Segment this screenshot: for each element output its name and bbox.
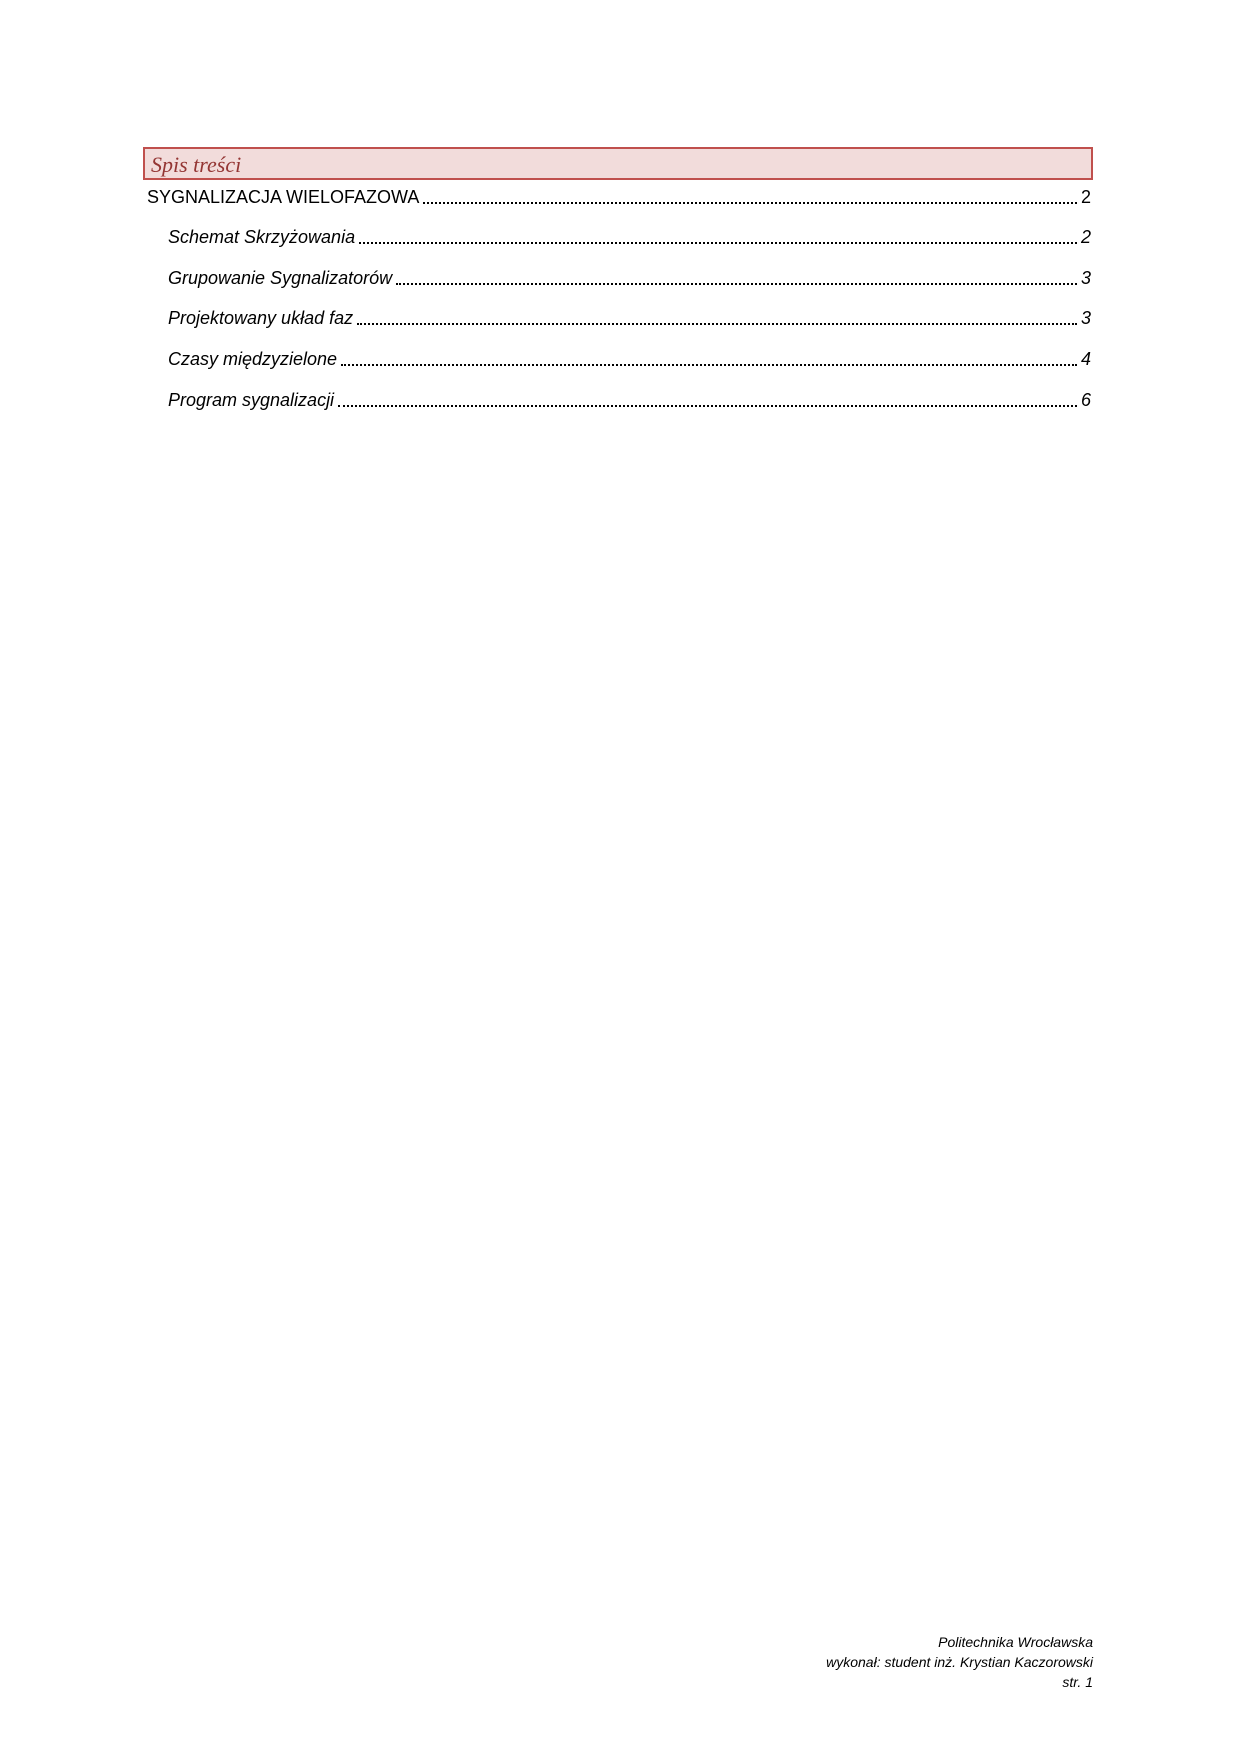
toc-entry-czasy-miedzyzielone[interactable] [168, 344, 1091, 370]
toc-entry-label: Program sygnalizacji [168, 390, 335, 410]
toc-dot-leader [359, 242, 1077, 244]
toc-entry-schemat-skrzyzowania[interactable] [168, 222, 1091, 248]
toc-entry-page: 3 [1080, 268, 1091, 288]
toc-entry-label: Czasy międzyzielone [168, 349, 338, 369]
toc-dot-leader [423, 202, 1077, 204]
toc-entry-projektowany-uklad-faz[interactable] [168, 303, 1091, 329]
toc-dot-leader [341, 364, 1077, 366]
toc-entry-label: Grupowanie Sygnalizatorów [168, 268, 393, 288]
toc-entry-page: 2 [1080, 187, 1091, 207]
toc-entry-page: 3 [1080, 308, 1091, 328]
toc-dot-leader [338, 405, 1077, 407]
page-footer [826, 1632, 1093, 1692]
toc-entry-label: Schemat Skrzyżowania [168, 227, 356, 247]
footer-page-number: str. 1 [1062, 1674, 1093, 1690]
toc-dot-leader [396, 283, 1077, 285]
toc-heading [143, 147, 1093, 180]
footer-author: wykonał: student inż. Krystian Kaczorowski [826, 1654, 1093, 1670]
toc-entry-program-sygnalizacji[interactable] [168, 385, 1091, 411]
toc-entry-sygnalizacja-wielofazowa[interactable] [147, 182, 1091, 208]
toc-heading-text: Spis treści [151, 152, 242, 177]
toc-entry-grupowanie-sygnalizatorow[interactable] [168, 263, 1091, 289]
footer-institution: Politechnika Wrocławska [938, 1634, 1093, 1650]
toc-entry-label: Projektowany układ faz [168, 308, 354, 328]
toc-entry-page: 6 [1080, 390, 1091, 410]
toc-dot-leader [357, 323, 1077, 325]
toc-entry-page: 2 [1080, 227, 1091, 247]
toc-entry-page: 4 [1080, 349, 1091, 369]
toc-entry-label: SYGNALIZACJA WIELOFAZOWA [147, 187, 420, 207]
